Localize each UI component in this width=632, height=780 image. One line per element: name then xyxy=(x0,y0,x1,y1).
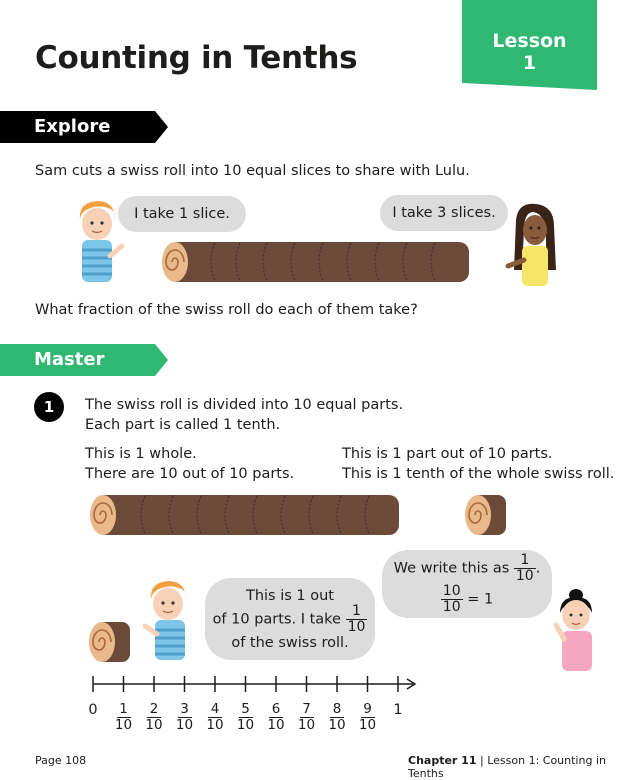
fraction-numerator: 7 xyxy=(300,702,314,718)
boy-bubble-line-2 xyxy=(205,604,375,635)
single-slice-right xyxy=(460,493,508,537)
explore-question: What fraction of the swiss roll do each of them take? xyxy=(35,302,418,318)
single-slice-left xyxy=(84,620,132,664)
part-text-1: This is 1 part out of 10 parts. xyxy=(342,446,553,462)
step-number-badge: 1 xyxy=(34,392,64,422)
number-line-fraction-label xyxy=(203,702,227,733)
lesson-word: Lesson xyxy=(492,30,567,52)
girl-bubble-period: . xyxy=(535,560,541,577)
fraction-numerator: 10 xyxy=(442,583,461,599)
fraction-numerator: 1 xyxy=(514,553,536,569)
number-line-fraction-label xyxy=(295,702,319,733)
footer-chapter xyxy=(408,754,632,780)
girl-bubble-line-1 xyxy=(382,553,552,584)
number-line-fraction-label xyxy=(264,702,288,733)
number-line-fraction-label xyxy=(112,702,136,733)
fraction-denominator: 10 xyxy=(297,717,316,733)
ten-tenths-fraction xyxy=(441,584,463,615)
one-tenth-fraction xyxy=(346,604,368,635)
explore-intro: Sam cuts a swiss roll into 10 equal slices to share with Lulu. xyxy=(35,163,470,179)
whole-swiss-roll xyxy=(83,493,401,537)
explore-heading: Explore xyxy=(34,116,111,137)
fraction-numerator: 2 xyxy=(147,702,161,718)
boy-master-illustration xyxy=(143,578,198,664)
footer-chapter-label: Chapter 11 xyxy=(408,754,477,767)
whole-text-1: This is 1 whole. xyxy=(85,446,197,462)
fraction-denominator: 10 xyxy=(145,717,163,733)
fraction-numerator: 1 xyxy=(117,702,131,718)
boy-master-speech-bubble xyxy=(205,578,375,660)
lesson-label xyxy=(462,30,597,74)
whole-text-2: There are 10 out of 10 parts. xyxy=(85,466,295,482)
number-line-fraction-label xyxy=(325,702,349,733)
fraction-numerator: 5 xyxy=(239,702,253,718)
fraction-denominator: 10 xyxy=(358,717,377,733)
girl-bubble-prefix: We write this as xyxy=(393,560,510,577)
fraction-denominator: 10 xyxy=(328,717,346,733)
number-line-fraction-label xyxy=(173,702,197,733)
sam-speech-bubble: I take 1 slice. xyxy=(118,196,246,232)
fraction-numerator: 9 xyxy=(361,702,375,718)
number-line xyxy=(85,672,425,698)
number-line-fraction-label xyxy=(142,702,166,733)
fraction-denominator: 10 xyxy=(206,717,224,733)
girl-bubble-equation xyxy=(382,584,552,615)
boy-bubble-line-3: of the swiss roll. xyxy=(231,635,349,651)
footer-separator: | xyxy=(479,754,484,767)
part-text-2: This is 1 tenth of the whole swiss roll. xyxy=(342,466,615,482)
number-line-fraction-label xyxy=(234,702,258,733)
master-line-1: The swiss roll is divided into 10 equal parts. xyxy=(85,397,404,413)
lesson-number: 1 xyxy=(522,52,537,74)
number-line-start-label: 0 xyxy=(88,702,98,718)
page-title: Counting in Tenths xyxy=(35,40,358,76)
explore-swiss-roll xyxy=(155,240,471,284)
page-number: Page 108 xyxy=(35,754,87,767)
fraction-numerator: 6 xyxy=(269,702,283,718)
fraction-denominator: 10 xyxy=(114,717,133,733)
fraction-numerator: 8 xyxy=(330,702,344,718)
fraction-denominator: 10 xyxy=(236,717,255,733)
girl-master-illustration xyxy=(552,585,602,675)
fraction-numerator: 1 xyxy=(346,604,368,620)
fraction-numerator: 3 xyxy=(178,702,192,718)
one-tenth-fraction-girl xyxy=(514,553,536,584)
fraction-numerator: 4 xyxy=(208,702,222,718)
fraction-denominator: 10 xyxy=(347,619,366,635)
fraction-denominator: 10 xyxy=(267,717,285,733)
fraction-denominator: 10 xyxy=(175,717,194,733)
girl-master-speech-bubble xyxy=(382,550,552,618)
boy-bubble-line-2-text: of 10 parts. I take xyxy=(212,611,341,628)
fraction-denominator: 10 xyxy=(442,599,461,615)
number-line-end-label: 1 xyxy=(393,702,403,718)
master-line-2: Each part is called 1 tenth. xyxy=(85,417,281,433)
equation-rhs: = 1 xyxy=(467,591,494,608)
girl-lulu-illustration xyxy=(502,200,562,290)
number-line-fraction-label xyxy=(356,702,380,733)
footer-lesson-label: Lesson 1: Counting in Tenths xyxy=(408,754,606,780)
fraction-denominator: 10 xyxy=(515,568,534,584)
master-heading: Master xyxy=(34,349,105,370)
boy-bubble-line-1: This is 1 out xyxy=(245,588,334,604)
lulu-speech-bubble: I take 3 slices. xyxy=(380,195,508,231)
